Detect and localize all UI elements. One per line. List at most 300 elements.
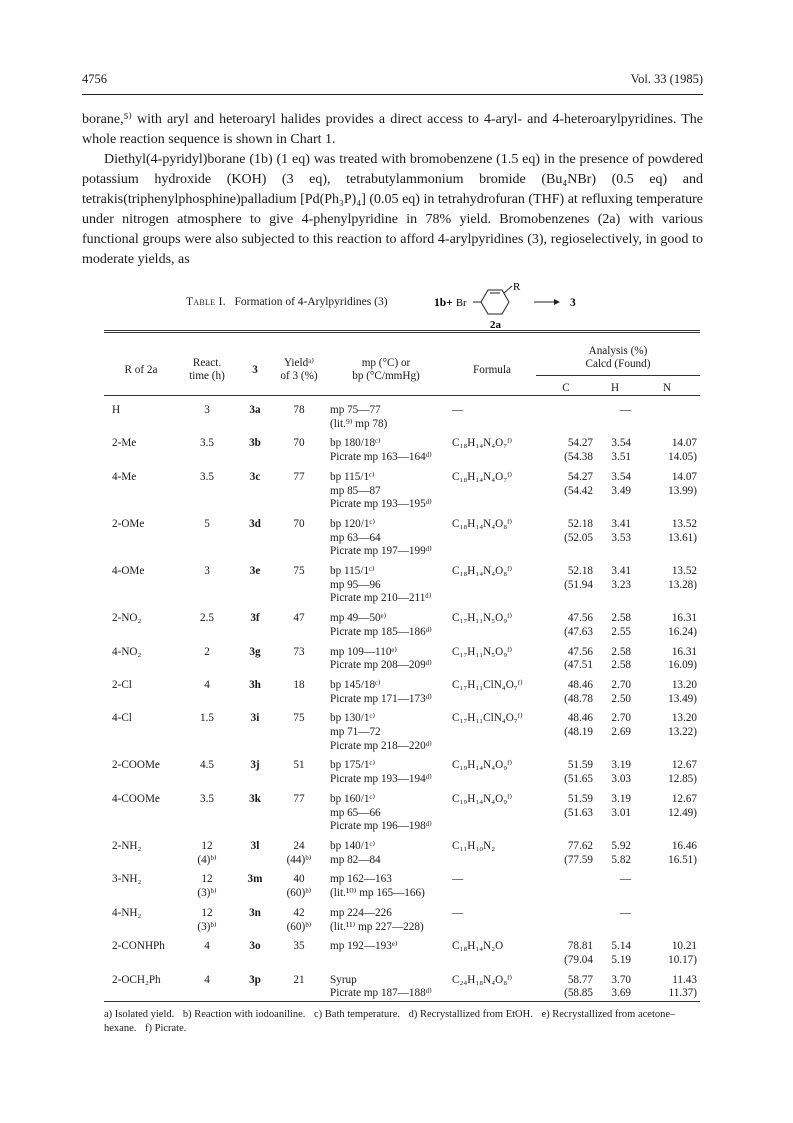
mp-cell: mp 224—226 bbox=[330, 906, 392, 919]
analysis-c-cell bbox=[536, 887, 596, 901]
mp-cell: mp 49—50ᵉ⁾ bbox=[330, 612, 387, 625]
analysis-c-cell bbox=[536, 867, 596, 887]
col-header-r: R of 2a bbox=[124, 363, 158, 376]
time-cell: 2 bbox=[204, 645, 210, 658]
compound-cell bbox=[236, 726, 274, 740]
formula-cell bbox=[448, 659, 536, 673]
compound-cell: 3o bbox=[249, 940, 261, 953]
formula-cell bbox=[448, 579, 536, 593]
analysis-h-cell: 3.51 bbox=[611, 451, 631, 464]
compound-cell: 3h bbox=[249, 678, 261, 691]
analysis-h-cell: 2.50 bbox=[611, 692, 631, 705]
compound-cell: 3c bbox=[249, 470, 261, 483]
scheme-br: Br bbox=[456, 298, 467, 309]
analysis-h-cell: 2.55 bbox=[611, 625, 631, 638]
mp-cell: bp 115/1ᶜ⁾ bbox=[330, 565, 375, 578]
analysis-c-cell: (52.05 bbox=[564, 531, 593, 544]
formula-cell bbox=[448, 854, 536, 868]
analysis-n-cell bbox=[634, 921, 700, 935]
analysis-c-cell: 54.27 bbox=[567, 437, 593, 450]
mp-cell: mp 82—84 bbox=[330, 853, 381, 866]
table-caption bbox=[186, 282, 626, 330]
mp-cell: bp 120/1ᶜ⁾ bbox=[330, 517, 376, 530]
yield-cell bbox=[274, 532, 324, 546]
time-cell: 4.5 bbox=[200, 759, 214, 772]
formula-cell bbox=[448, 532, 536, 546]
analysis-n-cell: 16.31 bbox=[671, 612, 697, 625]
analysis-c-cell bbox=[536, 404, 596, 418]
arrowhead-icon bbox=[554, 299, 560, 305]
analysis-h-cell: 3.23 bbox=[611, 578, 631, 591]
analysis-c-cell bbox=[536, 820, 596, 834]
time-cell bbox=[178, 545, 236, 559]
yield-cell: 75 bbox=[293, 565, 305, 578]
analysis-n-cell bbox=[634, 740, 700, 754]
analysis-n-cell: 14.05) bbox=[668, 451, 697, 464]
analysis-n-cell bbox=[634, 867, 700, 887]
analysis-n-cell bbox=[634, 498, 700, 512]
table-row bbox=[104, 418, 700, 432]
yield-cell: 42 bbox=[293, 906, 305, 919]
analysis-n-cell: 12.49) bbox=[668, 806, 697, 819]
formula-cell: C₁₈H₁₄N₄O₈ᶠ⁾ bbox=[452, 517, 513, 530]
caption-text bbox=[186, 296, 388, 308]
r-bond bbox=[504, 286, 512, 293]
time-cell: 4 bbox=[204, 973, 210, 986]
substituent-cell: 2-NH₂ bbox=[112, 839, 142, 852]
compound-cell bbox=[236, 579, 274, 593]
time-cell: (3)ᵇ⁾ bbox=[197, 920, 217, 933]
compound-cell: 3e bbox=[249, 565, 261, 578]
formula-cell: C₁₇H₁₁ClN₄O₇ᶠ⁾ bbox=[452, 678, 523, 691]
analysis-c-cell: (79.04 bbox=[564, 953, 593, 966]
mp-cell: bp 180/18ᶜ⁾ bbox=[330, 437, 381, 450]
formula-cell: — bbox=[452, 873, 464, 886]
formula-cell bbox=[448, 807, 536, 821]
analysis-c-cell: (48.19 bbox=[564, 726, 593, 739]
benzene-ring-icon bbox=[481, 290, 509, 314]
mp-cell: Picrate mp 218—220ᵈ⁾ bbox=[330, 739, 432, 752]
analysis-h-cell bbox=[596, 740, 634, 754]
analysis-c-cell bbox=[536, 740, 596, 754]
table-row bbox=[104, 968, 700, 988]
analysis-c-cell: 47.56 bbox=[567, 612, 593, 625]
analysis-h-cell bbox=[596, 418, 634, 432]
table-body bbox=[104, 404, 700, 1001]
analysis-n-cell bbox=[634, 901, 700, 921]
mp-cell: Picrate mp 197—199ᵈ⁾ bbox=[330, 545, 432, 558]
analysis-c-cell: (51.63 bbox=[564, 806, 593, 819]
mp-cell: mp 63—64 bbox=[330, 531, 381, 544]
compound-cell bbox=[236, 887, 274, 901]
analysis-h-cell: 5.92 bbox=[611, 839, 631, 852]
analysis-c-cell: 52.18 bbox=[567, 565, 593, 578]
data-table-container bbox=[104, 330, 700, 1001]
table-row bbox=[104, 640, 700, 660]
analysis-n-cell: 10.17) bbox=[668, 953, 697, 966]
substituent-cell: 4-NO₂ bbox=[112, 645, 142, 658]
analysis-n-cell: 16.46 bbox=[671, 839, 697, 852]
analysis-h-cell: 2.58 bbox=[611, 612, 631, 625]
analysis-h-cell: 2.58 bbox=[611, 645, 631, 658]
time-cell bbox=[178, 626, 236, 640]
compound-cell bbox=[236, 498, 274, 512]
time-cell bbox=[178, 418, 236, 432]
formula-cell: C₁₉H₁₄N₄O₉ᶠ⁾ bbox=[452, 792, 513, 805]
formula-cell: C₂₄H₁₈N₄O₈ᶠ⁾ bbox=[452, 973, 513, 986]
analysis-h-cell: 3.49 bbox=[611, 484, 631, 497]
analysis-n-cell bbox=[634, 887, 700, 901]
analysis-h-cell: 3.69 bbox=[611, 987, 631, 1000]
mp-cell: bp 140/1ᶜ⁾ bbox=[330, 839, 376, 852]
table-row bbox=[104, 532, 700, 546]
substituent-cell bbox=[104, 532, 178, 546]
table-row bbox=[104, 673, 700, 693]
time-cell: 4 bbox=[204, 940, 210, 953]
col-header-h: H bbox=[610, 382, 620, 394]
mp-cell: (lit.⁹⁾ mp 78) bbox=[330, 417, 388, 430]
compound-cell: 3f bbox=[250, 612, 260, 625]
analysis-h-cell: 3.54 bbox=[611, 437, 631, 450]
mp-cell: (lit.¹⁰⁾ mp 165—166) bbox=[330, 887, 425, 900]
compound-cell bbox=[236, 740, 274, 754]
analysis-c-cell bbox=[536, 901, 596, 921]
col-header-formula: Formula bbox=[473, 363, 511, 376]
mp-cell: bp 145/18ᶜ⁾ bbox=[330, 678, 381, 691]
substituent-cell bbox=[104, 987, 178, 1001]
analysis-n-cell: 13.52 bbox=[671, 517, 697, 530]
yield-cell bbox=[274, 498, 324, 512]
yield-cell: (60)ᵇ⁾ bbox=[286, 887, 312, 900]
mp-cell: Picrate mp 210—211ᵈ⁾ bbox=[330, 592, 432, 605]
compound-cell bbox=[236, 532, 274, 546]
time-cell bbox=[178, 740, 236, 754]
analysis-c-cell: (48.78 bbox=[564, 692, 593, 705]
substituent-cell bbox=[104, 451, 178, 465]
analysis-h-cell bbox=[596, 820, 634, 834]
col-header-n: N bbox=[662, 382, 672, 394]
table-row bbox=[104, 606, 700, 626]
compound-cell: 3p bbox=[249, 973, 261, 986]
compound-cell: 3g bbox=[249, 645, 261, 658]
yield-cell bbox=[274, 954, 324, 968]
time-cell: 3 bbox=[204, 404, 210, 416]
analysis-n-cell: 16.09) bbox=[668, 659, 697, 672]
mp-cell: Picrate mp 196—198ᵈ⁾ bbox=[330, 820, 432, 833]
yield-cell bbox=[274, 659, 324, 673]
analysis-c-cell: (47.63 bbox=[564, 625, 593, 638]
yield-cell: 77 bbox=[293, 470, 305, 483]
time-cell: (3)ᵇ⁾ bbox=[197, 887, 217, 900]
compound-cell bbox=[236, 693, 274, 707]
substituent-cell bbox=[104, 726, 178, 740]
compound-cell: 3i bbox=[250, 712, 260, 725]
analysis-n-cell bbox=[634, 820, 700, 834]
time-cell bbox=[178, 659, 236, 673]
analysis-c-cell bbox=[536, 498, 596, 512]
compound-cell: 3k bbox=[249, 792, 261, 805]
formula-cell bbox=[448, 740, 536, 754]
mp-cell: mp 109—110ᵉ⁾ bbox=[330, 645, 398, 658]
yield-cell bbox=[274, 807, 324, 821]
compound-cell: 3d bbox=[249, 517, 261, 530]
mp-cell: bp 115/1ᶜ⁾ bbox=[330, 470, 375, 483]
yield-cell bbox=[274, 693, 324, 707]
formula-cell: — bbox=[452, 906, 464, 919]
analysis-h-cell: 5.14 bbox=[611, 940, 631, 953]
time-cell bbox=[178, 807, 236, 821]
yield-cell: 73 bbox=[293, 645, 305, 658]
table-row bbox=[104, 592, 700, 606]
time-cell bbox=[178, 451, 236, 465]
analysis-c-cell: 52.18 bbox=[567, 517, 593, 530]
mp-cell bbox=[324, 954, 448, 968]
substituent-cell bbox=[104, 592, 178, 606]
analysis-n-cell: 16.51) bbox=[668, 853, 697, 866]
analysis-h-cell: 3.03 bbox=[611, 773, 631, 786]
footnote-e: e) Recrystallized from acetone–hexane. bbox=[104, 1009, 676, 1034]
analysis-c-cell: (54.38 bbox=[564, 451, 593, 464]
substituent-cell: 2-NO₂ bbox=[112, 612, 142, 625]
mp-cell: Picrate mp 187—188ᵈ⁾ bbox=[330, 987, 432, 1000]
analysis-c-cell: (54.42 bbox=[564, 484, 593, 497]
time-cell bbox=[178, 693, 236, 707]
time-cell: 3 bbox=[204, 565, 210, 578]
yield-cell bbox=[274, 592, 324, 606]
footnote-b: b) Reaction with iodoaniline. bbox=[182, 1009, 306, 1020]
mp-cell: (lit.¹¹⁾ mp 227—228) bbox=[330, 920, 424, 933]
time-cell bbox=[178, 485, 236, 499]
yield-cell bbox=[274, 987, 324, 1001]
substituent-cell: 2-COOMe bbox=[112, 759, 160, 772]
col-header-c: C bbox=[562, 382, 570, 394]
data-table bbox=[104, 330, 700, 1001]
analysis-n-cell bbox=[634, 545, 700, 559]
time-cell: 3.5 bbox=[200, 470, 214, 483]
scheme-r: R bbox=[513, 282, 521, 293]
substituent-cell bbox=[104, 485, 178, 499]
table-row bbox=[104, 867, 700, 887]
formula-cell bbox=[448, 954, 536, 968]
yield-cell bbox=[274, 773, 324, 787]
time-cell bbox=[178, 532, 236, 546]
col-header-analysis: Analysis (%) Calcd (Found) bbox=[585, 345, 651, 370]
yield-cell bbox=[274, 626, 324, 640]
time-cell bbox=[178, 579, 236, 593]
formula-cell bbox=[448, 773, 536, 787]
substituent-cell: 2-Me bbox=[112, 437, 137, 450]
formula-cell bbox=[448, 921, 536, 935]
yield-cell: 78 bbox=[293, 404, 305, 416]
col-header-compound: 3 bbox=[252, 363, 258, 376]
footnote-d: d) Recrystallized from EtOH. bbox=[408, 1009, 533, 1020]
analysis-h-cell: 5.82 bbox=[611, 853, 631, 866]
table-row bbox=[104, 404, 700, 418]
substituent-cell bbox=[104, 854, 178, 868]
analysis-n-cell bbox=[634, 404, 700, 418]
footnote-f: f) Picrate. bbox=[144, 1023, 187, 1034]
analysis-n-cell: 13.22) bbox=[668, 726, 697, 739]
substituent-cell: 3-NH₂ bbox=[112, 873, 142, 886]
compound-cell bbox=[236, 485, 274, 499]
analysis-c-cell: (58.85 bbox=[564, 987, 593, 1000]
table-row bbox=[104, 987, 700, 1001]
analysis-c-cell: (51.65 bbox=[564, 773, 593, 786]
formula-cell bbox=[448, 820, 536, 834]
analysis-h-cell: 3.54 bbox=[611, 470, 631, 483]
mp-cell: Picrate mp 163—164ᵈ⁾ bbox=[330, 451, 432, 464]
analysis-h-cell: 3.70 bbox=[611, 973, 631, 986]
col-header-yield: Yieldᵃ⁾ of 3 (%) bbox=[280, 357, 318, 382]
running-header bbox=[82, 72, 703, 90]
yield-cell bbox=[274, 579, 324, 593]
time-cell bbox=[178, 987, 236, 1001]
time-cell: 4 bbox=[204, 678, 210, 691]
body-text bbox=[82, 110, 703, 270]
formula-cell bbox=[448, 987, 536, 1001]
table-row bbox=[104, 431, 700, 451]
yield-cell: (60)ᵇ⁾ bbox=[286, 920, 312, 933]
analysis-h-cell: 3.41 bbox=[611, 565, 631, 578]
table-row bbox=[104, 706, 700, 726]
mp-cell: bp 130/1ᶜ⁾ bbox=[330, 712, 376, 725]
analysis-h-cell: 5.19 bbox=[611, 953, 631, 966]
compound-cell bbox=[236, 854, 274, 868]
substituent-cell bbox=[104, 807, 178, 821]
analysis-c-cell: (77.59 bbox=[564, 853, 593, 866]
table-row bbox=[104, 465, 700, 485]
substituent-cell: 2-OCH₂Ph bbox=[112, 973, 161, 986]
col-header-mp: mp (°C) or bp (°C/mmHg) bbox=[352, 357, 420, 382]
mp-cell: mp 65—66 bbox=[330, 806, 381, 819]
analysis-h-cell bbox=[596, 498, 634, 512]
formula-cell bbox=[448, 545, 536, 559]
mp-cell: mp 95—96 bbox=[330, 578, 381, 591]
time-cell: 2.5 bbox=[200, 612, 214, 625]
table-row bbox=[104, 659, 700, 673]
mp-cell: Picrate mp 185—186ᵈ⁾ bbox=[330, 625, 432, 638]
table-row bbox=[104, 887, 700, 901]
time-cell: 3.5 bbox=[200, 437, 214, 450]
analysis-c-cell: 54.27 bbox=[567, 470, 593, 483]
yield-cell bbox=[274, 726, 324, 740]
header-rule bbox=[82, 94, 703, 95]
analysis-c-cell: (51.94 bbox=[564, 578, 593, 591]
yield-cell bbox=[274, 740, 324, 754]
analysis-c-cell: 48.46 bbox=[567, 712, 593, 725]
analysis-n-cell bbox=[634, 592, 700, 606]
time-cell bbox=[178, 773, 236, 787]
mp-cell: Syrup bbox=[330, 973, 357, 986]
compound-cell: 3m bbox=[247, 873, 263, 886]
substituent-cell bbox=[104, 693, 178, 707]
time-cell: 1.5 bbox=[200, 712, 214, 725]
yield-cell: 35 bbox=[293, 940, 305, 953]
table-row bbox=[104, 901, 700, 921]
yield-cell bbox=[274, 451, 324, 465]
analysis-n-cell: 16.31 bbox=[671, 645, 697, 658]
compound-cell: 3l bbox=[250, 839, 260, 852]
analysis-n-cell: 12.67 bbox=[671, 759, 697, 772]
compound-cell bbox=[236, 921, 274, 935]
table-row bbox=[104, 498, 700, 512]
table-row bbox=[104, 726, 700, 740]
table-row bbox=[104, 451, 700, 465]
mp-cell: mp 75—77 bbox=[330, 404, 381, 416]
substituent-cell bbox=[104, 921, 178, 935]
analysis-c-cell: 48.46 bbox=[567, 678, 593, 691]
compound-cell bbox=[236, 807, 274, 821]
mp-cell: Picrate mp 193—194ᵈ⁾ bbox=[330, 773, 432, 786]
analysis-h-cell bbox=[596, 887, 634, 901]
table-row bbox=[104, 545, 700, 559]
compound-cell bbox=[236, 451, 274, 465]
caption-title: Formation of 4-Arylpyridines (3) bbox=[234, 296, 388, 308]
substituent-cell bbox=[104, 773, 178, 787]
time-cell bbox=[178, 726, 236, 740]
analysis-h-cell: — bbox=[619, 906, 631, 919]
analysis-n-cell: 13.20 bbox=[671, 678, 697, 691]
analysis-n-cell: 13.20 bbox=[671, 712, 697, 725]
substituent-cell bbox=[104, 954, 178, 968]
yield-cell: 24 bbox=[293, 839, 305, 852]
compound-cell bbox=[236, 820, 274, 834]
substituent-cell bbox=[104, 579, 178, 593]
analysis-n-cell: 10.21 bbox=[671, 940, 697, 953]
time-cell: (4)ᵇ⁾ bbox=[197, 853, 217, 866]
yield-cell: 51 bbox=[293, 759, 305, 772]
analysis-h-cell: 2.70 bbox=[611, 678, 631, 691]
table-row bbox=[104, 559, 700, 579]
time-cell bbox=[178, 954, 236, 968]
yield-cell: 18 bbox=[293, 678, 305, 691]
time-cell: 12 bbox=[201, 873, 213, 886]
substituent-cell: 2-Cl bbox=[112, 678, 132, 691]
formula-cell bbox=[448, 451, 536, 465]
analysis-c-cell: 78.81 bbox=[567, 940, 593, 953]
time-cell: 3.5 bbox=[200, 792, 214, 805]
time-cell: 5 bbox=[204, 517, 210, 530]
analysis-h-cell: 2.58 bbox=[611, 659, 631, 672]
mp-cell: mp 71—72 bbox=[330, 726, 381, 739]
substituent-cell: 4-NH₂ bbox=[112, 906, 142, 919]
formula-cell bbox=[448, 626, 536, 640]
analysis-n-cell: 13.99) bbox=[668, 484, 697, 497]
substituent-cell bbox=[104, 887, 178, 901]
analysis-c-cell: 77.62 bbox=[567, 839, 593, 852]
formula-cell: C₁₈H₁₄N₄O₇ᶠ⁾ bbox=[452, 470, 513, 483]
table-row bbox=[104, 934, 700, 954]
table-row bbox=[104, 820, 700, 834]
mp-cell: mp 192—193ᵉ⁾ bbox=[330, 940, 398, 953]
formula-cell: C₁₈H₁₄N₂O bbox=[452, 940, 504, 953]
compound-cell bbox=[236, 545, 274, 559]
analysis-n-cell: 13.61) bbox=[668, 531, 697, 544]
formula-cell bbox=[448, 592, 536, 606]
yield-cell bbox=[274, 485, 324, 499]
formula-cell: C₁₉H₁₄N₄O₉ᶠ⁾ bbox=[452, 759, 513, 772]
formula-cell: C₁₁H₁₀N₂ bbox=[452, 839, 496, 852]
mp-cell: Picrate mp 193—195ᵈ⁾ bbox=[330, 498, 432, 511]
analysis-h-cell: — bbox=[619, 404, 631, 416]
yield-cell: 40 bbox=[293, 873, 305, 886]
formula-cell: C₁₇H₁₁N₅O₉ᶠ⁾ bbox=[452, 612, 513, 625]
formula-cell bbox=[448, 887, 536, 901]
formula-cell bbox=[448, 693, 536, 707]
scheme-product: 3 bbox=[570, 297, 576, 309]
table-row bbox=[104, 740, 700, 754]
analysis-c-cell: (47.51 bbox=[564, 659, 593, 672]
